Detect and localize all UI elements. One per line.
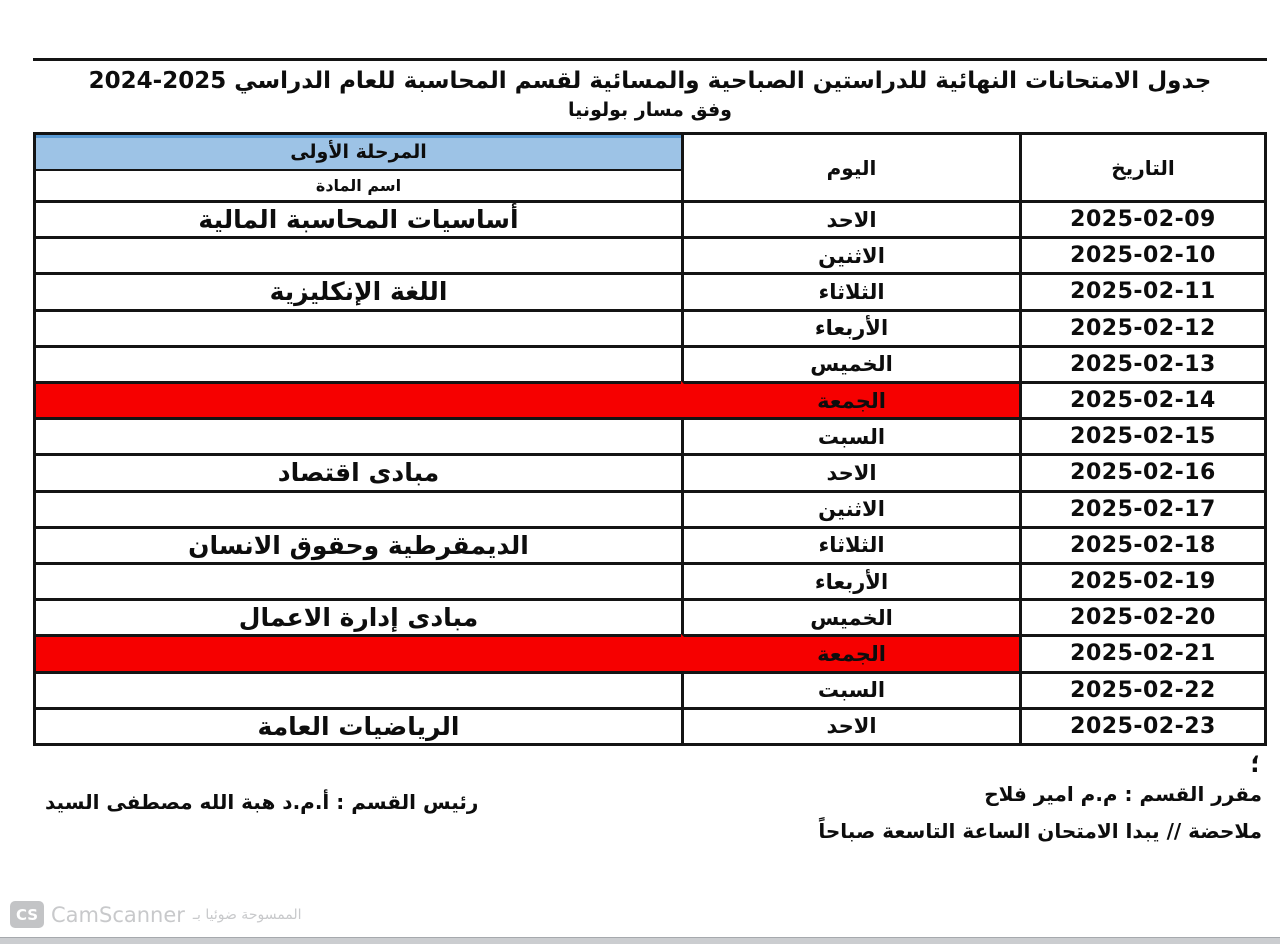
- department-head-line: رئيس القسم : أ.م.د هبة الله مصطفى السيد: [45, 790, 479, 814]
- subject-cell: مبادى اقتصاد: [36, 453, 681, 489]
- day-cell: السبت: [681, 671, 1019, 707]
- camscanner-brand-text: CamScanner: [51, 902, 185, 927]
- date-cell: 2025-02-23: [1019, 707, 1264, 743]
- subject-column-header: اسم المادة: [36, 169, 681, 200]
- date-cell: 2025-02-14: [1019, 381, 1264, 417]
- date-cell: 2025-02-21: [1019, 634, 1264, 670]
- day-cell: الثلاثاء: [681, 272, 1019, 308]
- exam-schedule-table: [33, 132, 1267, 746]
- subject-cell: [36, 309, 681, 345]
- day-cell: الاحد: [681, 707, 1019, 743]
- day-cell: الأربعاء: [681, 309, 1019, 345]
- subject-cell: [36, 634, 681, 670]
- camscanner-logo-icon: CS: [10, 901, 44, 928]
- subject-cell: [36, 671, 681, 707]
- subject-cell: [36, 490, 681, 526]
- subject-cell: [36, 417, 681, 453]
- subject-cell: اللغة الإنكليزية: [36, 272, 681, 308]
- title-line-2: وفق مسار بولونيا: [568, 99, 732, 121]
- scanned-by-arabic-text: الممسوحة ضوئيا بـ: [192, 906, 302, 923]
- date-cell: 2025-02-11: [1019, 272, 1264, 308]
- footer-punctuation-mark: ؛: [1250, 750, 1260, 778]
- day-cell: الاحد: [681, 453, 1019, 489]
- day-cell: السبت: [681, 417, 1019, 453]
- day-cell: الجمعة: [681, 381, 1019, 417]
- day-cell: الخميس: [681, 598, 1019, 634]
- document-title: [33, 66, 1267, 124]
- subject-cell: [36, 381, 681, 417]
- date-cell: 2025-02-15: [1019, 417, 1264, 453]
- day-cell: الاثنين: [681, 490, 1019, 526]
- date-cell: 2025-02-17: [1019, 490, 1264, 526]
- date-cell: 2025-02-13: [1019, 345, 1264, 381]
- subject-cell: [36, 236, 681, 272]
- subject-cell: [36, 345, 681, 381]
- exam-start-time-note: ملاحضة // يبدا الامتحان الساعة التاسعة صباحاً: [818, 819, 1262, 843]
- date-cell: 2025-02-20: [1019, 598, 1264, 634]
- day-cell: الثلاثاء: [681, 526, 1019, 562]
- day-cell: الاثنين: [681, 236, 1019, 272]
- date-cell: 2025-02-18: [1019, 526, 1264, 562]
- date-cell: 2025-02-16: [1019, 453, 1264, 489]
- subject-cell: الديمقرطية وحقوق الانسان: [36, 526, 681, 562]
- subject-cell: مبادى إدارة الاعمال: [36, 598, 681, 634]
- subject-cell: [36, 562, 681, 598]
- day-cell: الاحد: [681, 200, 1019, 236]
- title-line-1: جدول الامتحانات النهائية للدراستين الصباحية والمسائية لقسم المحاسبة للعام الدراسي 2025-2024: [88, 68, 1212, 94]
- stage-header-cell: المرحلة الأولى: [36, 135, 681, 169]
- date-column-header: التاريخ: [1019, 135, 1264, 200]
- camscanner-watermark: [10, 901, 302, 928]
- department-coordinator-line: مقرر القسم : م.م امير فلاح: [984, 782, 1262, 806]
- date-cell: 2025-02-12: [1019, 309, 1264, 345]
- date-cell: 2025-02-22: [1019, 671, 1264, 707]
- day-cell: الجمعة: [681, 634, 1019, 670]
- day-column-header: اليوم: [681, 135, 1019, 200]
- title-divider-line: [33, 58, 1267, 61]
- date-cell: 2025-02-19: [1019, 562, 1264, 598]
- day-cell: الخميس: [681, 345, 1019, 381]
- day-cell: الأربعاء: [681, 562, 1019, 598]
- date-cell: 2025-02-09: [1019, 200, 1264, 236]
- bottom-edge-strip: [0, 937, 1280, 944]
- subject-cell: الرياضيات العامة: [36, 707, 681, 743]
- date-cell: 2025-02-10: [1019, 236, 1264, 272]
- subject-cell: أساسيات المحاسبة المالية: [36, 200, 681, 236]
